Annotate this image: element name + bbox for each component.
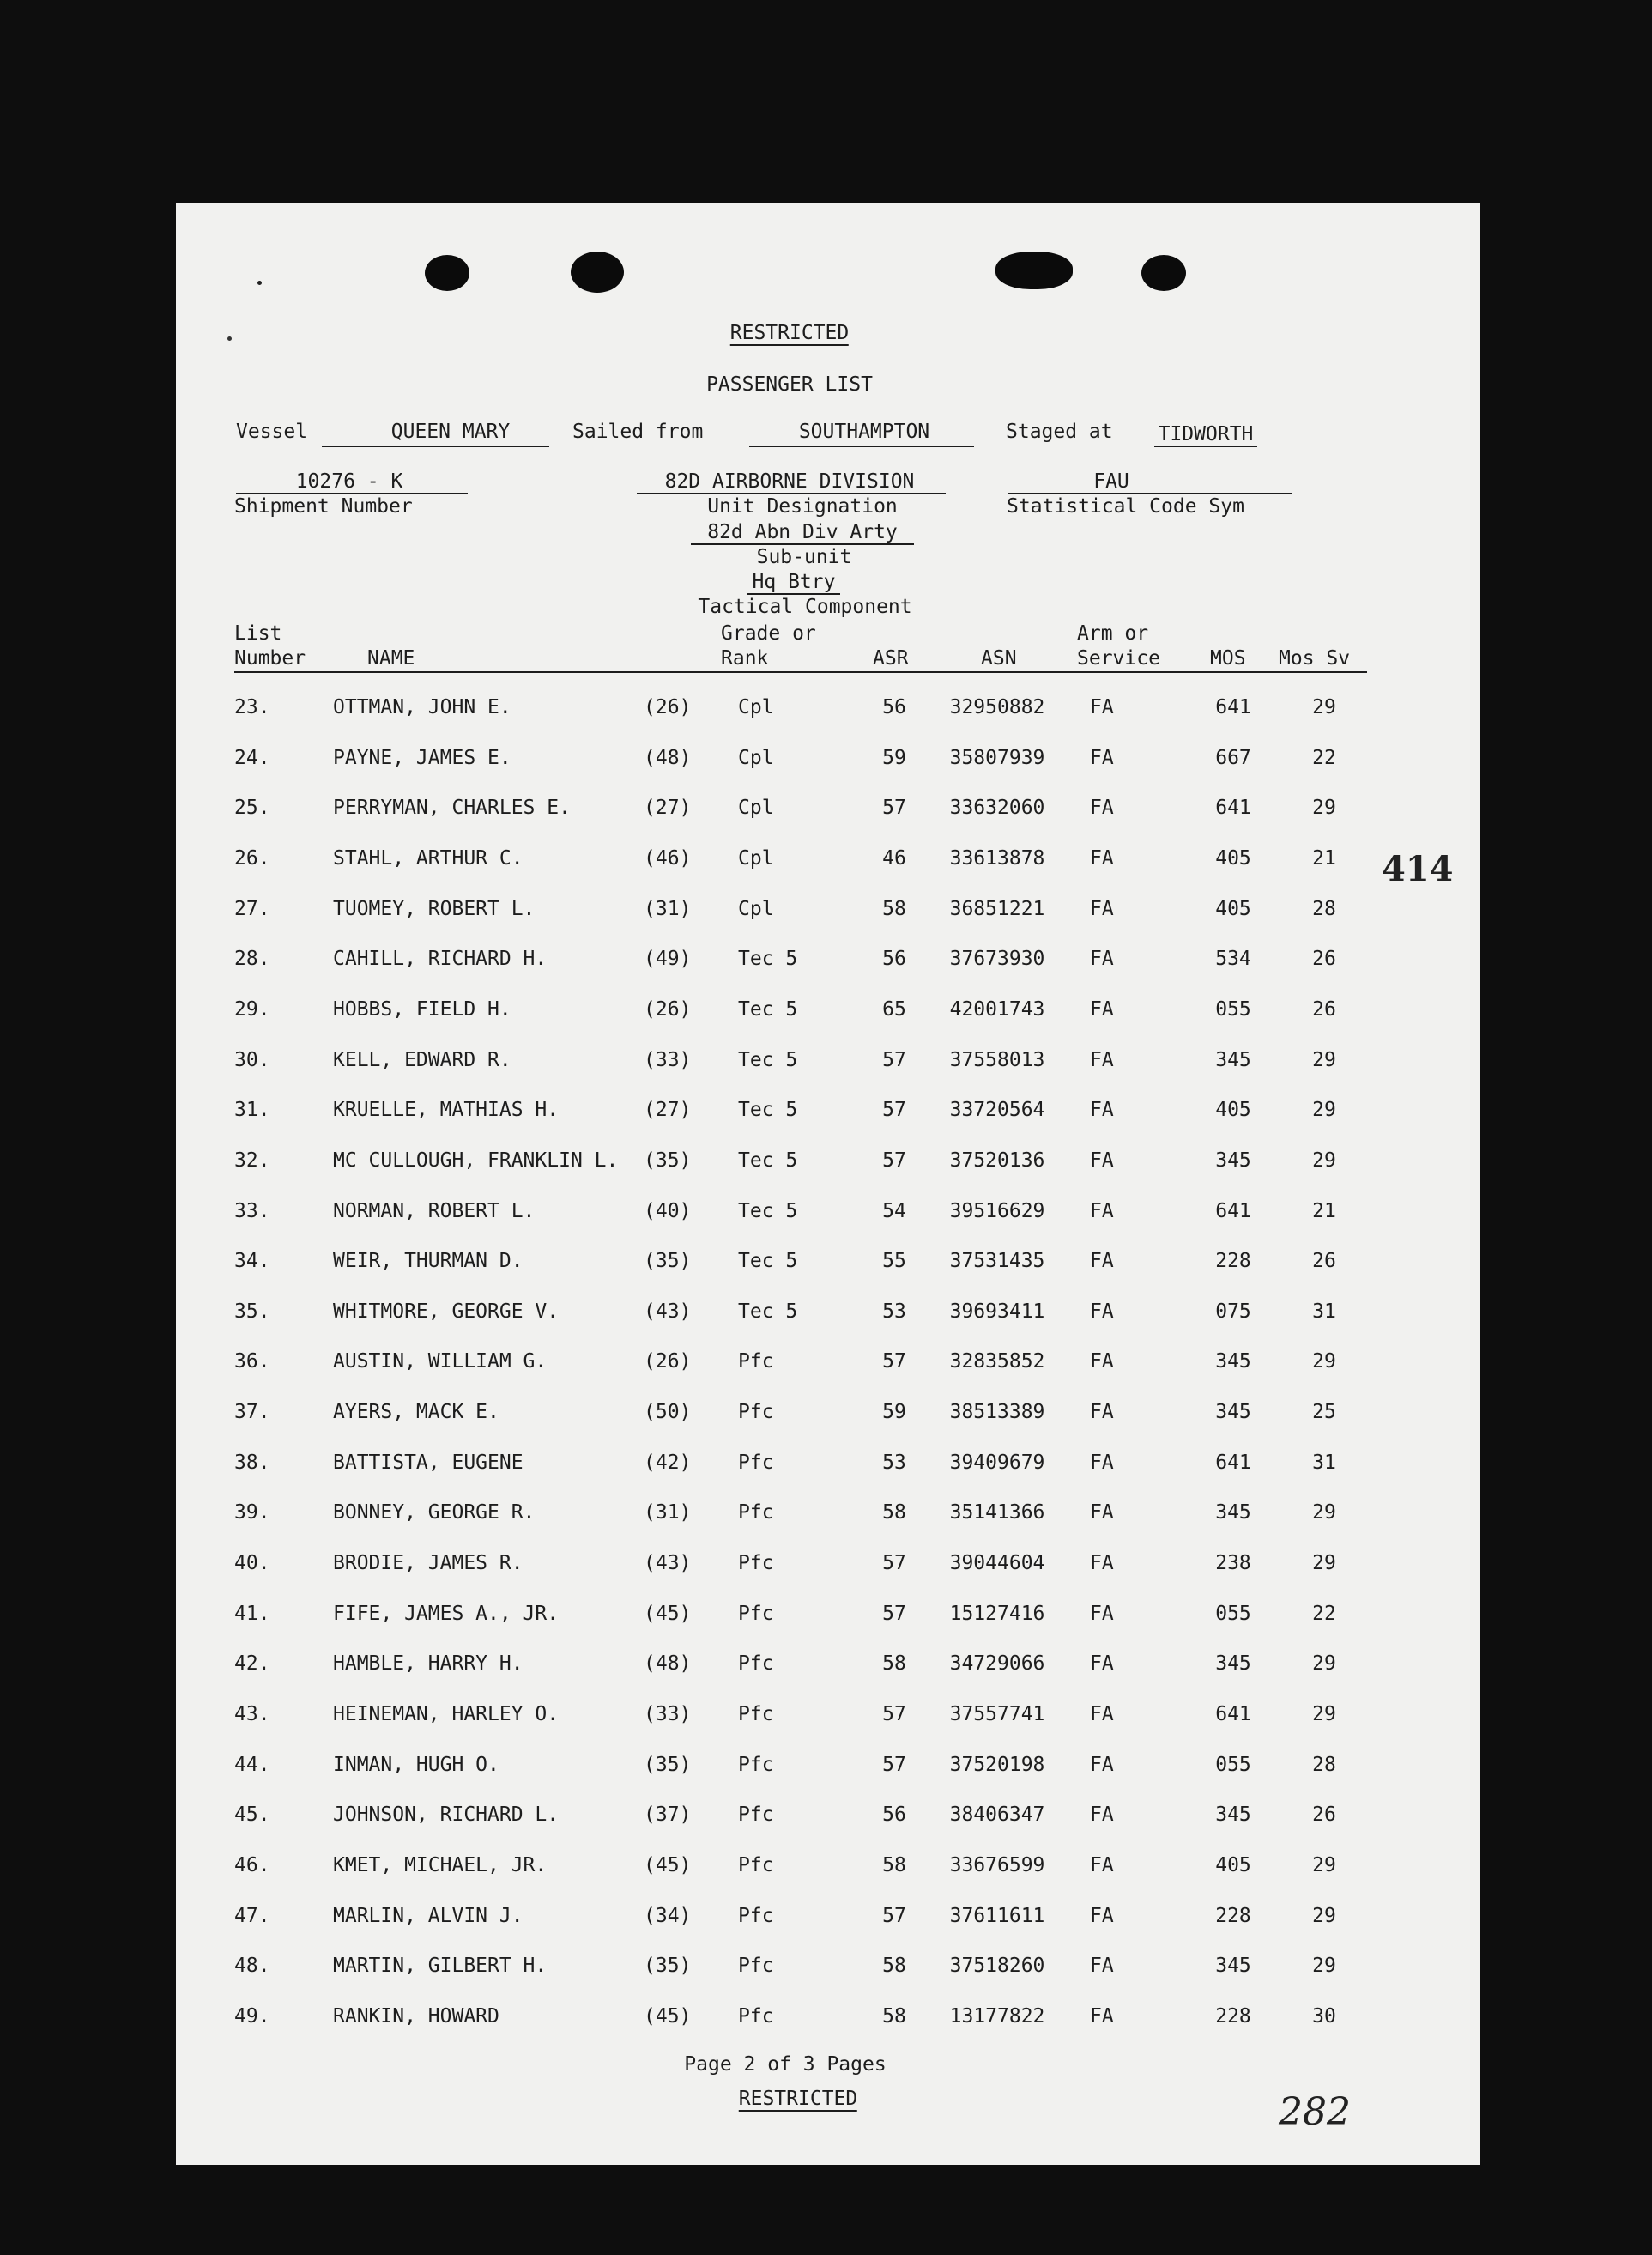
staged-at-label: Staged at [1006,421,1113,443]
sailed-from-label: Sailed from [572,421,704,443]
cell-rank: Cpl [738,797,774,819]
sub-unit-label: Sub-unit [756,546,852,568]
cell-name: KMET, MICHAEL, JR. [333,1854,548,1876]
cell-num: 39. [234,1501,270,1524]
cell-age: (35) [644,1754,692,1776]
cell-mossv: 28 [1312,898,1336,920]
cell-asr: 56 [882,948,906,970]
cell-age: (27) [644,1099,692,1121]
cell-rank: Pfc [738,1452,774,1474]
cell-arm: FA [1090,1250,1114,1272]
cell-asr: 56 [882,1803,906,1826]
cell-num: 41. [234,1603,270,1625]
cell-age: (37) [644,1803,692,1826]
cell-num: 49. [234,2005,270,2028]
cell-asr: 57 [882,1099,906,1121]
cell-age: (42) [644,1452,692,1474]
tactical-component-value: Hq Btry [752,571,836,593]
cell-arm: FA [1090,1552,1114,1574]
cell-mossv: 21 [1312,847,1336,870]
cell-rank: Pfc [738,1401,774,1423]
shipment-number-label: Shipment Number [234,495,413,518]
cell-arm: FA [1090,1300,1114,1323]
cell-asn: 37520198 [949,1754,1045,1776]
cell-name: MC CULLOUGH, FRANKLIN L. [333,1149,619,1172]
cell-num: 40. [234,1552,270,1574]
cell-age: (26) [644,696,692,718]
cell-mossv: 21 [1312,1200,1336,1222]
cell-rank: Cpl [738,847,774,870]
cell-age: (33) [644,1049,692,1071]
cell-age: (45) [644,1854,692,1876]
cell-mos: 405 [1215,847,1251,870]
cell-num: 36. [234,1350,270,1373]
cell-arm: FA [1090,2005,1114,2028]
cell-arm: FA [1090,948,1114,970]
cell-rank: Tec 5 [738,1049,798,1071]
cell-mos: 228 [1215,1905,1251,1927]
cell-rank: Pfc [738,1803,774,1826]
cell-mossv: 26 [1312,948,1336,970]
handwritten-folio-number: 282 [1279,2090,1351,2134]
cell-mos: 345 [1215,1803,1251,1826]
cell-age: (26) [644,1350,692,1373]
cell-num: 25. [234,797,270,819]
cell-name: BATTISTA, EUGENE [333,1452,523,1474]
cell-mos: 345 [1215,1652,1251,1675]
cell-num: 47. [234,1905,270,1927]
cell-rank: Cpl [738,898,774,920]
cell-mos: 641 [1215,797,1251,819]
cell-asr: 57 [882,1905,906,1927]
stamped-page-number: 414 [1382,849,1454,889]
cell-mossv: 29 [1312,797,1336,819]
cell-num: 38. [234,1452,270,1474]
col-name: NAME [367,647,415,670]
cell-mossv: 25 [1312,1401,1336,1423]
cell-mossv: 28 [1312,1754,1336,1776]
cell-rank: Tec 5 [738,1149,798,1172]
cell-num: 27. [234,898,270,920]
cell-arm: FA [1090,1452,1114,1474]
cell-asn: 35141366 [949,1501,1045,1524]
cell-mos: 641 [1215,696,1251,718]
cell-mossv: 31 [1312,1300,1336,1323]
cell-mos: 228 [1215,2005,1251,2028]
punch-hole [571,252,624,293]
cell-arm: FA [1090,1603,1114,1625]
cell-num: 44. [234,1754,270,1776]
cell-name: MARLIN, ALVIN J. [333,1905,523,1927]
col-asr: ASR [873,647,909,670]
cell-mos: 345 [1215,1149,1251,1172]
cell-name: MARTIN, GILBERT H. [333,1955,548,1977]
cell-num: 26. [234,847,270,870]
cell-mos: 641 [1215,1200,1251,1222]
cell-rank: Pfc [738,1652,774,1675]
cell-age: (34) [644,1905,692,1927]
cell-asn: 13177822 [949,2005,1045,2028]
cell-asr: 58 [882,898,906,920]
cell-asn: 37611611 [949,1905,1045,1927]
cell-name: RANKIN, HOWARD [333,2005,499,2028]
cell-rank: Pfc [738,1603,774,1625]
cell-arm: FA [1090,1955,1114,1977]
cell-asr: 58 [882,1652,906,1675]
cell-asn: 38406347 [949,1803,1045,1826]
statistical-code-value: FAU [1093,470,1129,493]
cell-rank: Cpl [738,696,774,718]
cell-mossv: 22 [1312,747,1336,769]
cell-age: (49) [644,948,692,970]
cell-asr: 55 [882,1250,906,1272]
cell-rank: Pfc [738,1854,774,1876]
document-title: PASSENGER LIST [706,373,873,396]
cell-num: 30. [234,1049,270,1071]
col-grade-2: Rank [721,647,769,670]
cell-mos: 641 [1215,1703,1251,1725]
cell-age: (50) [644,1401,692,1423]
cell-rank: Pfc [738,1754,774,1776]
cell-asn: 33632060 [949,797,1045,819]
cell-asn: 39044604 [949,1552,1045,1574]
cell-mossv: 26 [1312,998,1336,1021]
cell-rank: Pfc [738,1501,774,1524]
unit-designation-value: 82D AIRBORNE DIVISION [664,470,915,493]
cell-arm: FA [1090,1652,1114,1675]
cell-rank: Tec 5 [738,1250,798,1272]
cell-name: PAYNE, JAMES E. [333,747,511,769]
cell-age: (31) [644,898,692,920]
cell-rank: Pfc [738,1703,774,1725]
cell-arm: FA [1090,1703,1114,1725]
unit-designation-label: Unit Designation [707,495,898,518]
cell-asn: 37673930 [949,948,1045,970]
cell-num: 29. [234,998,270,1021]
col-mos: MOS [1210,647,1246,670]
cell-age: (46) [644,847,692,870]
vessel-value: QUEEN MARY [390,421,511,443]
col-mos-sv: Mos Sv [1279,647,1351,670]
cell-asn: 33613878 [949,847,1045,870]
cell-num: 32. [234,1149,270,1172]
cell-mossv: 29 [1312,1552,1336,1574]
cell-age: (48) [644,1652,692,1675]
cell-asr: 57 [882,1603,906,1625]
cell-num: 31. [234,1099,270,1121]
cell-name: JOHNSON, RICHARD L. [333,1803,560,1826]
cell-name: BONNEY, GEORGE R. [333,1501,536,1524]
cell-rank: Tec 5 [738,998,798,1021]
cell-mos: 345 [1215,1955,1251,1977]
cell-arm: FA [1090,998,1114,1021]
cell-asr: 57 [882,1703,906,1725]
restricted-bottom-label: RESTRICTED [738,2088,858,2110]
cell-arm: FA [1090,1754,1114,1776]
cell-asr: 57 [882,1049,906,1071]
cell-age: (45) [644,2005,692,2028]
cell-num: 24. [234,747,270,769]
cell-rank: Pfc [738,2005,774,2028]
cell-age: (48) [644,747,692,769]
cell-name: WEIR, THURMAN D. [333,1250,523,1272]
cell-name: WHITMORE, GEORGE V. [333,1300,560,1323]
cell-asr: 57 [882,797,906,819]
cell-mos: 641 [1215,1452,1251,1474]
cell-asr: 53 [882,1300,906,1323]
page-footer: Page 2 of 3 Pages [684,2053,887,2076]
cell-rank: Tec 5 [738,1200,798,1222]
cell-name: STAHL, ARTHUR C. [333,847,523,870]
cell-num: 28. [234,948,270,970]
vessel-label: Vessel [236,421,308,443]
sub-unit-value: 82d Abn Div Arty [707,521,898,543]
cell-arm: FA [1090,747,1114,769]
cell-mossv: 29 [1312,1652,1336,1675]
cell-mos: 405 [1215,898,1251,920]
col-arm-1: Arm or [1077,622,1149,645]
cell-asn: 37557741 [949,1703,1045,1725]
cell-name: NORMAN, ROBERT L. [333,1200,536,1222]
cell-mos: 055 [1215,998,1251,1021]
cell-asn: 37520136 [949,1149,1045,1172]
cell-arm: FA [1090,1501,1114,1524]
col-asn: ASN [981,647,1017,670]
cell-asn: 39693411 [949,1300,1045,1323]
cell-arm: FA [1090,797,1114,819]
cell-mossv: 29 [1312,1955,1336,1977]
cell-rank: Pfc [738,1552,774,1574]
cell-num: 46. [234,1854,270,1876]
cell-rank: Pfc [738,1350,774,1373]
cell-mossv: 29 [1312,696,1336,718]
cell-mos: 228 [1215,1250,1251,1272]
cell-mos: 345 [1215,1501,1251,1524]
cell-arm: FA [1090,1049,1114,1071]
cell-mos: 055 [1215,1603,1251,1625]
cell-asn: 37518260 [949,1955,1045,1977]
col-list-number-2: Number [234,647,306,670]
cell-asn: 33720564 [949,1099,1045,1121]
cell-mos: 075 [1215,1300,1251,1323]
cell-mos: 405 [1215,1854,1251,1876]
cell-name: BRODIE, JAMES R. [333,1552,523,1574]
cell-asr: 58 [882,1501,906,1524]
cell-asn: 35807939 [949,747,1045,769]
cell-mos: 345 [1215,1401,1251,1423]
cell-age: (35) [644,1149,692,1172]
cell-name: KELL, EDWARD R. [333,1049,511,1071]
cell-asr: 57 [882,1754,906,1776]
cell-asn: 39516629 [949,1200,1045,1222]
cell-num: 43. [234,1703,270,1725]
cell-mos: 405 [1215,1099,1251,1121]
cell-asn: 15127416 [949,1603,1045,1625]
cell-num: 48. [234,1955,270,1977]
cell-asr: 65 [882,998,906,1021]
cell-age: (43) [644,1552,692,1574]
cell-name: HOBBS, FIELD H. [333,998,511,1021]
cell-name: TUOMEY, ROBERT L. [333,898,536,920]
cell-mos: 055 [1215,1754,1251,1776]
cell-name: HAMBLE, HARRY H. [333,1652,523,1675]
cell-name: KRUELLE, MATHIAS H. [333,1099,560,1121]
cell-asr: 59 [882,747,906,769]
col-list-number-1: List [234,622,282,645]
cell-asr: 59 [882,1401,906,1423]
cell-asn: 42001743 [949,998,1045,1021]
cell-age: (33) [644,1703,692,1725]
cell-mossv: 31 [1312,1452,1336,1474]
shipment-number-value: 10276 - K [295,470,403,493]
col-grade-1: Grade or [721,622,816,645]
cell-asn: 39409679 [949,1452,1045,1474]
cell-age: (43) [644,1300,692,1323]
punch-hole [1141,255,1186,291]
cell-asr: 46 [882,847,906,870]
cell-name: CAHILL, RICHARD H. [333,948,548,970]
cell-name: OTTMAN, JOHN E. [333,696,511,718]
cell-asr: 57 [882,1350,906,1373]
cell-arm: FA [1090,1401,1114,1423]
cell-num: 45. [234,1803,270,1826]
cell-mos: 345 [1215,1350,1251,1373]
cell-mos: 345 [1215,1049,1251,1071]
cell-name: INMAN, HUGH O. [333,1754,499,1776]
cell-num: 23. [234,696,270,718]
cell-arm: FA [1090,898,1114,920]
cell-asn: 38513389 [949,1401,1045,1423]
sailed-from-value: SOUTHAMPTON [798,421,930,443]
cell-name: FIFE, JAMES A., JR. [333,1603,560,1625]
cell-mossv: 26 [1312,1250,1336,1272]
cell-rank: Tec 5 [738,1300,798,1323]
cell-mossv: 29 [1312,1501,1336,1524]
cell-asn: 37531435 [949,1250,1045,1272]
cell-mossv: 30 [1312,2005,1336,2028]
punch-hole [425,255,469,291]
col-arm-2: Service [1077,647,1160,670]
cell-asr: 58 [882,1854,906,1876]
cell-arm: FA [1090,1099,1114,1121]
cell-name: HEINEMAN, HARLEY O. [333,1703,560,1725]
cell-name: AUSTIN, WILLIAM G. [333,1350,548,1373]
cell-rank: Tec 5 [738,948,798,970]
cell-arm: FA [1090,1854,1114,1876]
cell-num: 42. [234,1652,270,1675]
cell-age: (27) [644,797,692,819]
cell-mossv: 29 [1312,1149,1336,1172]
cell-num: 34. [234,1250,270,1272]
cell-num: 35. [234,1300,270,1323]
cell-mossv: 29 [1312,1099,1336,1121]
document-page [176,203,1480,2165]
cell-arm: FA [1090,1149,1114,1172]
cell-arm: FA [1090,696,1114,718]
cell-age: (40) [644,1200,692,1222]
cell-asr: 58 [882,2005,906,2028]
cell-rank: Cpl [738,747,774,769]
cell-mos: 667 [1215,747,1251,769]
cell-asn: 36851221 [949,898,1045,920]
cell-arm: FA [1090,1350,1114,1373]
cell-rank: Pfc [738,1955,774,1977]
staged-at-value: TIDWORTH [1158,423,1254,446]
cell-mossv: 29 [1312,1854,1336,1876]
cell-num: 33. [234,1200,270,1222]
cell-name: AYERS, MACK E. [333,1401,499,1423]
cell-mos: 238 [1215,1552,1251,1574]
cell-age: (35) [644,1955,692,1977]
cell-age: (45) [644,1603,692,1625]
tactical-component-label: Tactical Component [698,596,912,618]
cell-asn: 34729066 [949,1652,1045,1675]
statistical-code-label: Statistical Code Sym [1007,495,1244,518]
cell-mossv: 29 [1312,1703,1336,1725]
cell-arm: FA [1090,1905,1114,1927]
cell-asn: 33676599 [949,1854,1045,1876]
cell-mos: 534 [1215,948,1251,970]
cell-mossv: 26 [1312,1803,1336,1826]
punch-hole [995,252,1073,289]
cell-mossv: 22 [1312,1603,1336,1625]
cell-asn: 37558013 [949,1049,1045,1071]
cell-asr: 58 [882,1955,906,1977]
cell-arm: FA [1090,1200,1114,1222]
cell-age: (35) [644,1250,692,1272]
cell-arm: FA [1090,847,1114,870]
cell-mossv: 29 [1312,1049,1336,1071]
cell-arm: FA [1090,1803,1114,1826]
restricted-top-label: RESTRICTED [729,322,850,344]
cell-name: PERRYMAN, CHARLES E. [333,797,571,819]
cell-mossv: 29 [1312,1905,1336,1927]
cell-asr: 56 [882,696,906,718]
cell-asr: 53 [882,1452,906,1474]
cell-age: (31) [644,1501,692,1524]
cell-mossv: 29 [1312,1350,1336,1373]
cell-rank: Tec 5 [738,1099,798,1121]
cell-asr: 57 [882,1552,906,1574]
cell-asr: 54 [882,1200,906,1222]
cell-rank: Pfc [738,1905,774,1927]
cell-asn: 32835852 [949,1350,1045,1373]
cell-num: 37. [234,1401,270,1423]
cell-age: (26) [644,998,692,1021]
cell-asr: 57 [882,1149,906,1172]
cell-asn: 32950882 [949,696,1045,718]
